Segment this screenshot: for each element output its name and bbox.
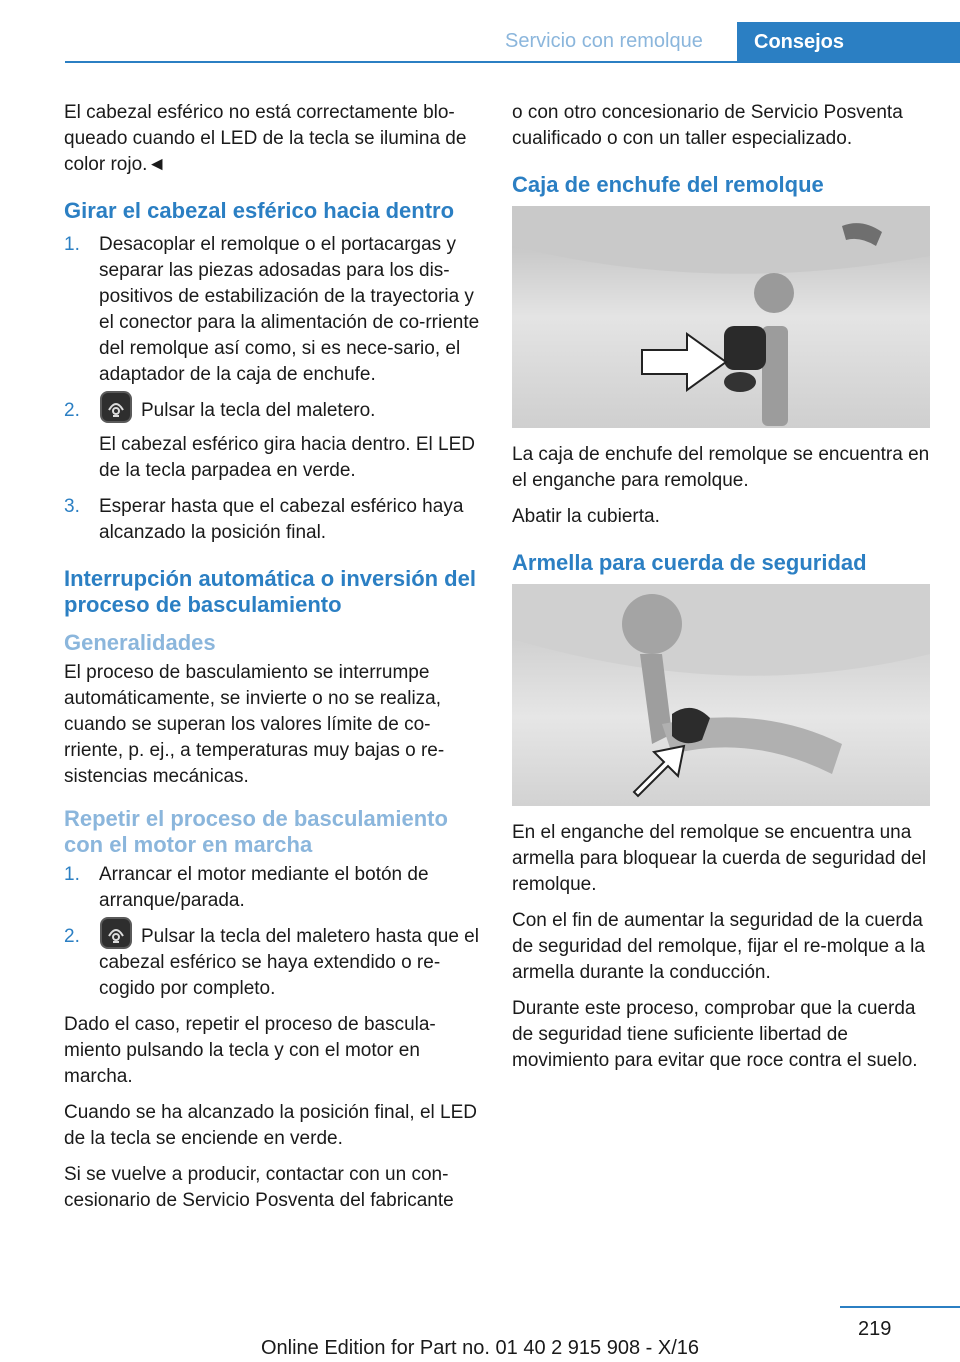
header-tab-label: Consejos — [754, 31, 845, 53]
socket-text-2: Abatir la cubierta. — [512, 506, 660, 527]
left-column — [64, 100, 484, 1224]
heading-socket: Caja de enchufe del remolque — [512, 172, 824, 197]
step-text: Pulsar la tecla del maletero. — [141, 400, 376, 422]
step-number: 3. — [64, 496, 80, 518]
continuation-text: o con otro concesionario de Servicio Posventa cualificado o con un taller especializado. — [512, 102, 903, 149]
socket-figure — [512, 206, 930, 428]
heading-interrupt: Interrupción automática o inversión del proceso de basculamiento — [64, 566, 476, 618]
heading-eye: Armella para cuerda de seguridad — [512, 550, 867, 575]
repeat-steps — [64, 862, 484, 1002]
step-subtext: El cabezal esférico gira hacia dentro. El LED de la tecla parpadea en verde. — [99, 434, 475, 482]
list-item — [64, 494, 484, 546]
header-tab — [737, 22, 960, 63]
page-number-rule — [840, 1306, 960, 1308]
page-number: 219 — [858, 1318, 892, 1340]
eye-text-3: Durante este proceso, comprobar que la cuerda de seguridad tiene suficiente libertad de movimiento para evitar que roce contra el suelo. — [512, 998, 918, 1071]
heading-general: Generalidades — [64, 630, 216, 656]
heading-repeat: Repetir el proceso de basculamiento con el motor en marcha — [64, 806, 448, 858]
step-text: Pulsar la tecla del maletero hasta que el cabezal esférico se haya extendido o re-cogido por completo. — [99, 926, 479, 1000]
repeat-text-1: Dado el caso, repetir el proceso de bascula-miento pulsando la tecla y con el motor en marcha. — [64, 1014, 436, 1088]
eye-text-1: En el enganche del remolque se encuentra una armella para bloquear la cuerda de seguridad del remolque. — [512, 822, 927, 895]
general-text: El proceso de basculamiento se interrumpe automáticamente, se invierte o no se realiza, cuando se superan los valores límite de co-rriente, p. ej., a temperaturas muy bajas o re-sistencias mecánicas. — [64, 662, 445, 788]
right-column — [512, 100, 930, 1084]
eye-text-2: Con el fin de aumentar la seguridad de la cuerda de seguridad del remolque, fijar el re-molque a la armella durante la conducción. — [512, 910, 925, 983]
intro-text: El cabezal esférico no está correctamente blo-queado cuando el LED de la tecla se ilumina de color rojo.◄ — [64, 102, 467, 175]
list-item — [64, 924, 484, 1002]
list-item — [64, 232, 484, 388]
step-number: 1. — [64, 234, 80, 255]
step-text: Desacoplar el remolque o el portacargas y separar las piezas adosadas para los dis-positivos de estabilización de la trayectoria y el conector para la alimentación de co-rriente del remolque así como, si es nece-sario, el adaptador de la caja de enchufe. — [99, 234, 480, 385]
repeat-text-2: Cuando se ha alcanzado la posición final, el LED de la tecla se enciende en verde. — [64, 1102, 477, 1150]
step-number: 2. — [64, 400, 80, 421]
step-text: Arrancar el motor mediante el botón de arranque/parada. — [99, 864, 429, 912]
list-item — [64, 862, 484, 914]
trunk-button-icon — [99, 916, 133, 950]
heading-inward: Girar el cabezal esférico hacia dentro — [64, 198, 455, 223]
header-section-title: Servicio con remolque — [505, 30, 703, 52]
repeat-text-3: Si se vuelve a producir, contactar con un con-cesionario de Servicio Posventa del fabricante — [64, 1164, 454, 1212]
safety-eye-figure — [512, 584, 930, 806]
socket-text-1: La caja de enchufe del remolque se encuentra en el enganche para remolque. — [512, 444, 930, 491]
trunk-button-icon — [99, 390, 133, 424]
footer-edition: Online Edition for Part no. 01 40 2 915 908 - X/16 — [260, 1337, 700, 1359]
inward-steps — [64, 232, 484, 546]
step-text: Esperar hasta que el cabezal esférico haya alcanzado la posición final. — [99, 496, 464, 544]
list-item — [64, 398, 484, 484]
step-number: 2. — [64, 926, 80, 948]
step-number: 1. — [64, 864, 80, 886]
